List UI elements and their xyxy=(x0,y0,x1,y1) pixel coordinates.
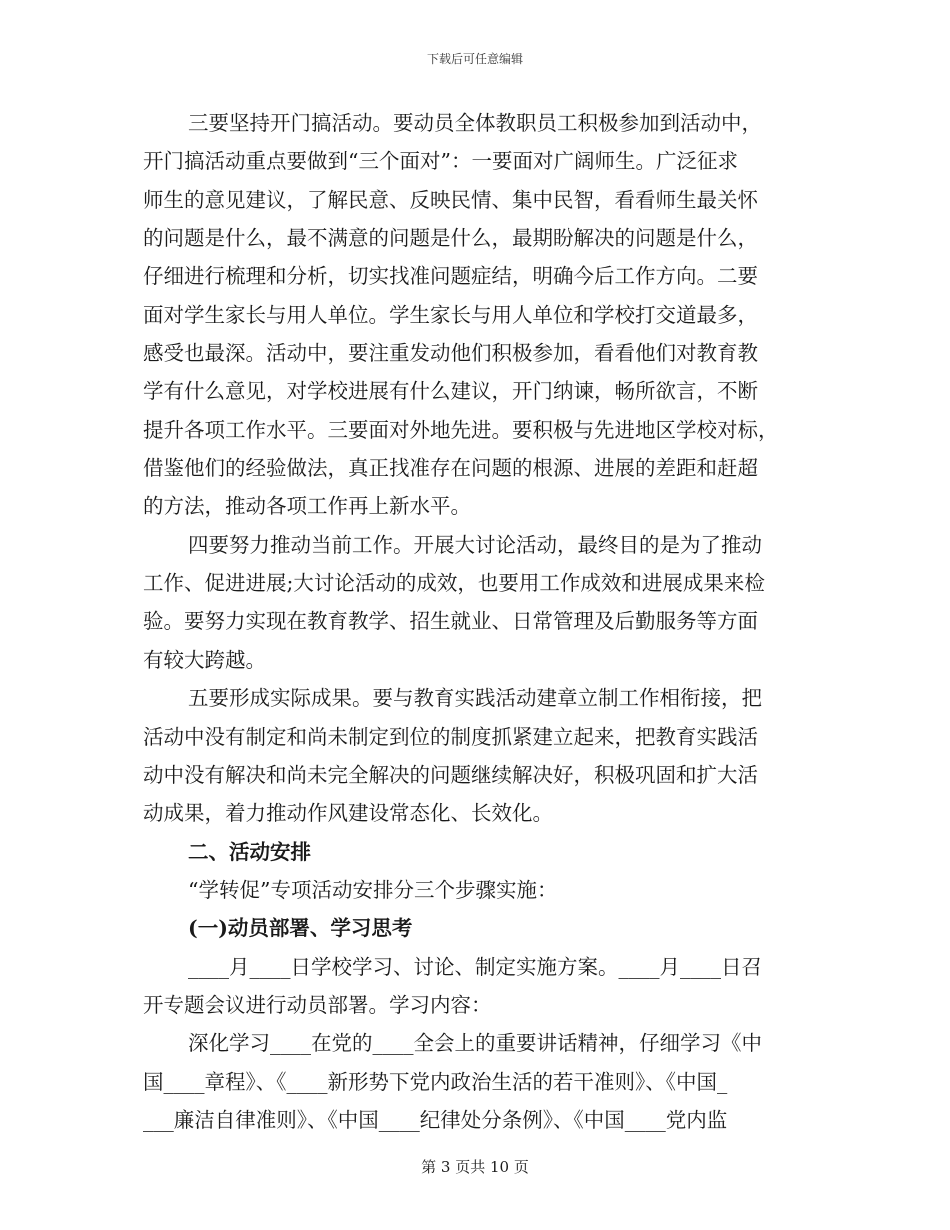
paragraph-line: 国____章程》、《____新形势下党内政治生活的若干准则》、《中国_ xyxy=(143,1069,728,1094)
paragraph-line: 的方法，推动各项工作再上新水平。 xyxy=(143,494,471,519)
subsection-heading: (一)动员部署、学习思考 xyxy=(188,916,413,941)
paragraph-line: “学转促”专项活动安排分三个步骤实施： xyxy=(188,877,558,902)
paragraph-line: 师生的意见建议，了解民意、反映民情、集中民智，看看师生最关怀 xyxy=(143,187,758,212)
paragraph-line: 仔细进行梳理和分析，切实找准问题症结，明确今后工作方向。二要 xyxy=(143,264,758,289)
paragraph-line: 验。要努力实现在教育教学、招生就业、日常管理及后勤服务等方面 xyxy=(143,609,758,634)
section-heading: 二、活动安排 xyxy=(188,839,311,864)
page-footer: 第 3 页共 10 页 xyxy=(421,1158,529,1176)
paragraph-line: 借鉴他们的经验做法，真正找准存在问题的根源、进展的差距和赶超 xyxy=(143,456,758,481)
paragraph-line: 学有什么意见，对学校进展有什么建议，开门纳谏，畅所欲言，不断 xyxy=(143,379,758,404)
paragraph-line: 五要形成实际成果。要与教育实践活动建章立制工作相衔接，把 xyxy=(188,686,762,711)
paragraph-line: 三要坚持开门搞活动。要动员全体教职员工积极参加到活动中， xyxy=(188,111,762,135)
document-body xyxy=(143,104,808,1139)
paragraph-line: 工作、促进进展;大讨论活动的成效，也要用工作成效和进展成果来检 xyxy=(143,571,765,596)
paragraph-line: 活动中没有制定和尚未制定到位的制度抓紧建立起来，把教育实践活 xyxy=(143,724,758,749)
paragraph-line: 开门搞活动重点要做到“三个面对”：一要面对广阔师生。广泛征求 xyxy=(143,149,738,174)
paragraph-line: 有较大跨越。 xyxy=(143,647,266,672)
paragraph-line: 面对学生家长与用人单位。学生家长与用人单位和学校打交道最多， xyxy=(143,302,758,327)
paragraph-line: ____月____日学校学习、讨论、制定实施方案。____月____日召 xyxy=(188,954,762,979)
paragraph-line: 提升各项工作水平。三要面对外地先进。要积极与先进地区学校对标， xyxy=(143,417,779,442)
paragraph-line: 开专题会议进行动员部署。学习内容： xyxy=(143,992,492,1017)
page-header: 下载后可任意编辑 xyxy=(426,52,523,66)
paragraph-line: 动中没有解决和尚未完全解决的问题继续解决好，积极巩固和扩大活 xyxy=(143,762,758,787)
paragraph-line: 感受也最深。活动中，要注重发动他们积极参加，看看他们对教育教 xyxy=(143,341,758,366)
paragraph-line: 四要努力推动当前工作。开展大讨论活动，最终目的是为了推动 xyxy=(188,532,762,557)
paragraph-line: 动成果，着力推动作风建设常态化、长效化。 xyxy=(143,801,553,826)
paragraph-line: 深化学习____在党的____全会上的重要讲话精神，仔细学习《中 xyxy=(188,1031,762,1056)
paragraph-line: 的问题是什么，最不满意的问题是什么，最期盼解决的问题是什么， xyxy=(143,226,758,251)
paragraph-line: ___廉洁自律准则》、《中国____纪律处分条例》、《中国____党内监 xyxy=(143,1107,728,1132)
